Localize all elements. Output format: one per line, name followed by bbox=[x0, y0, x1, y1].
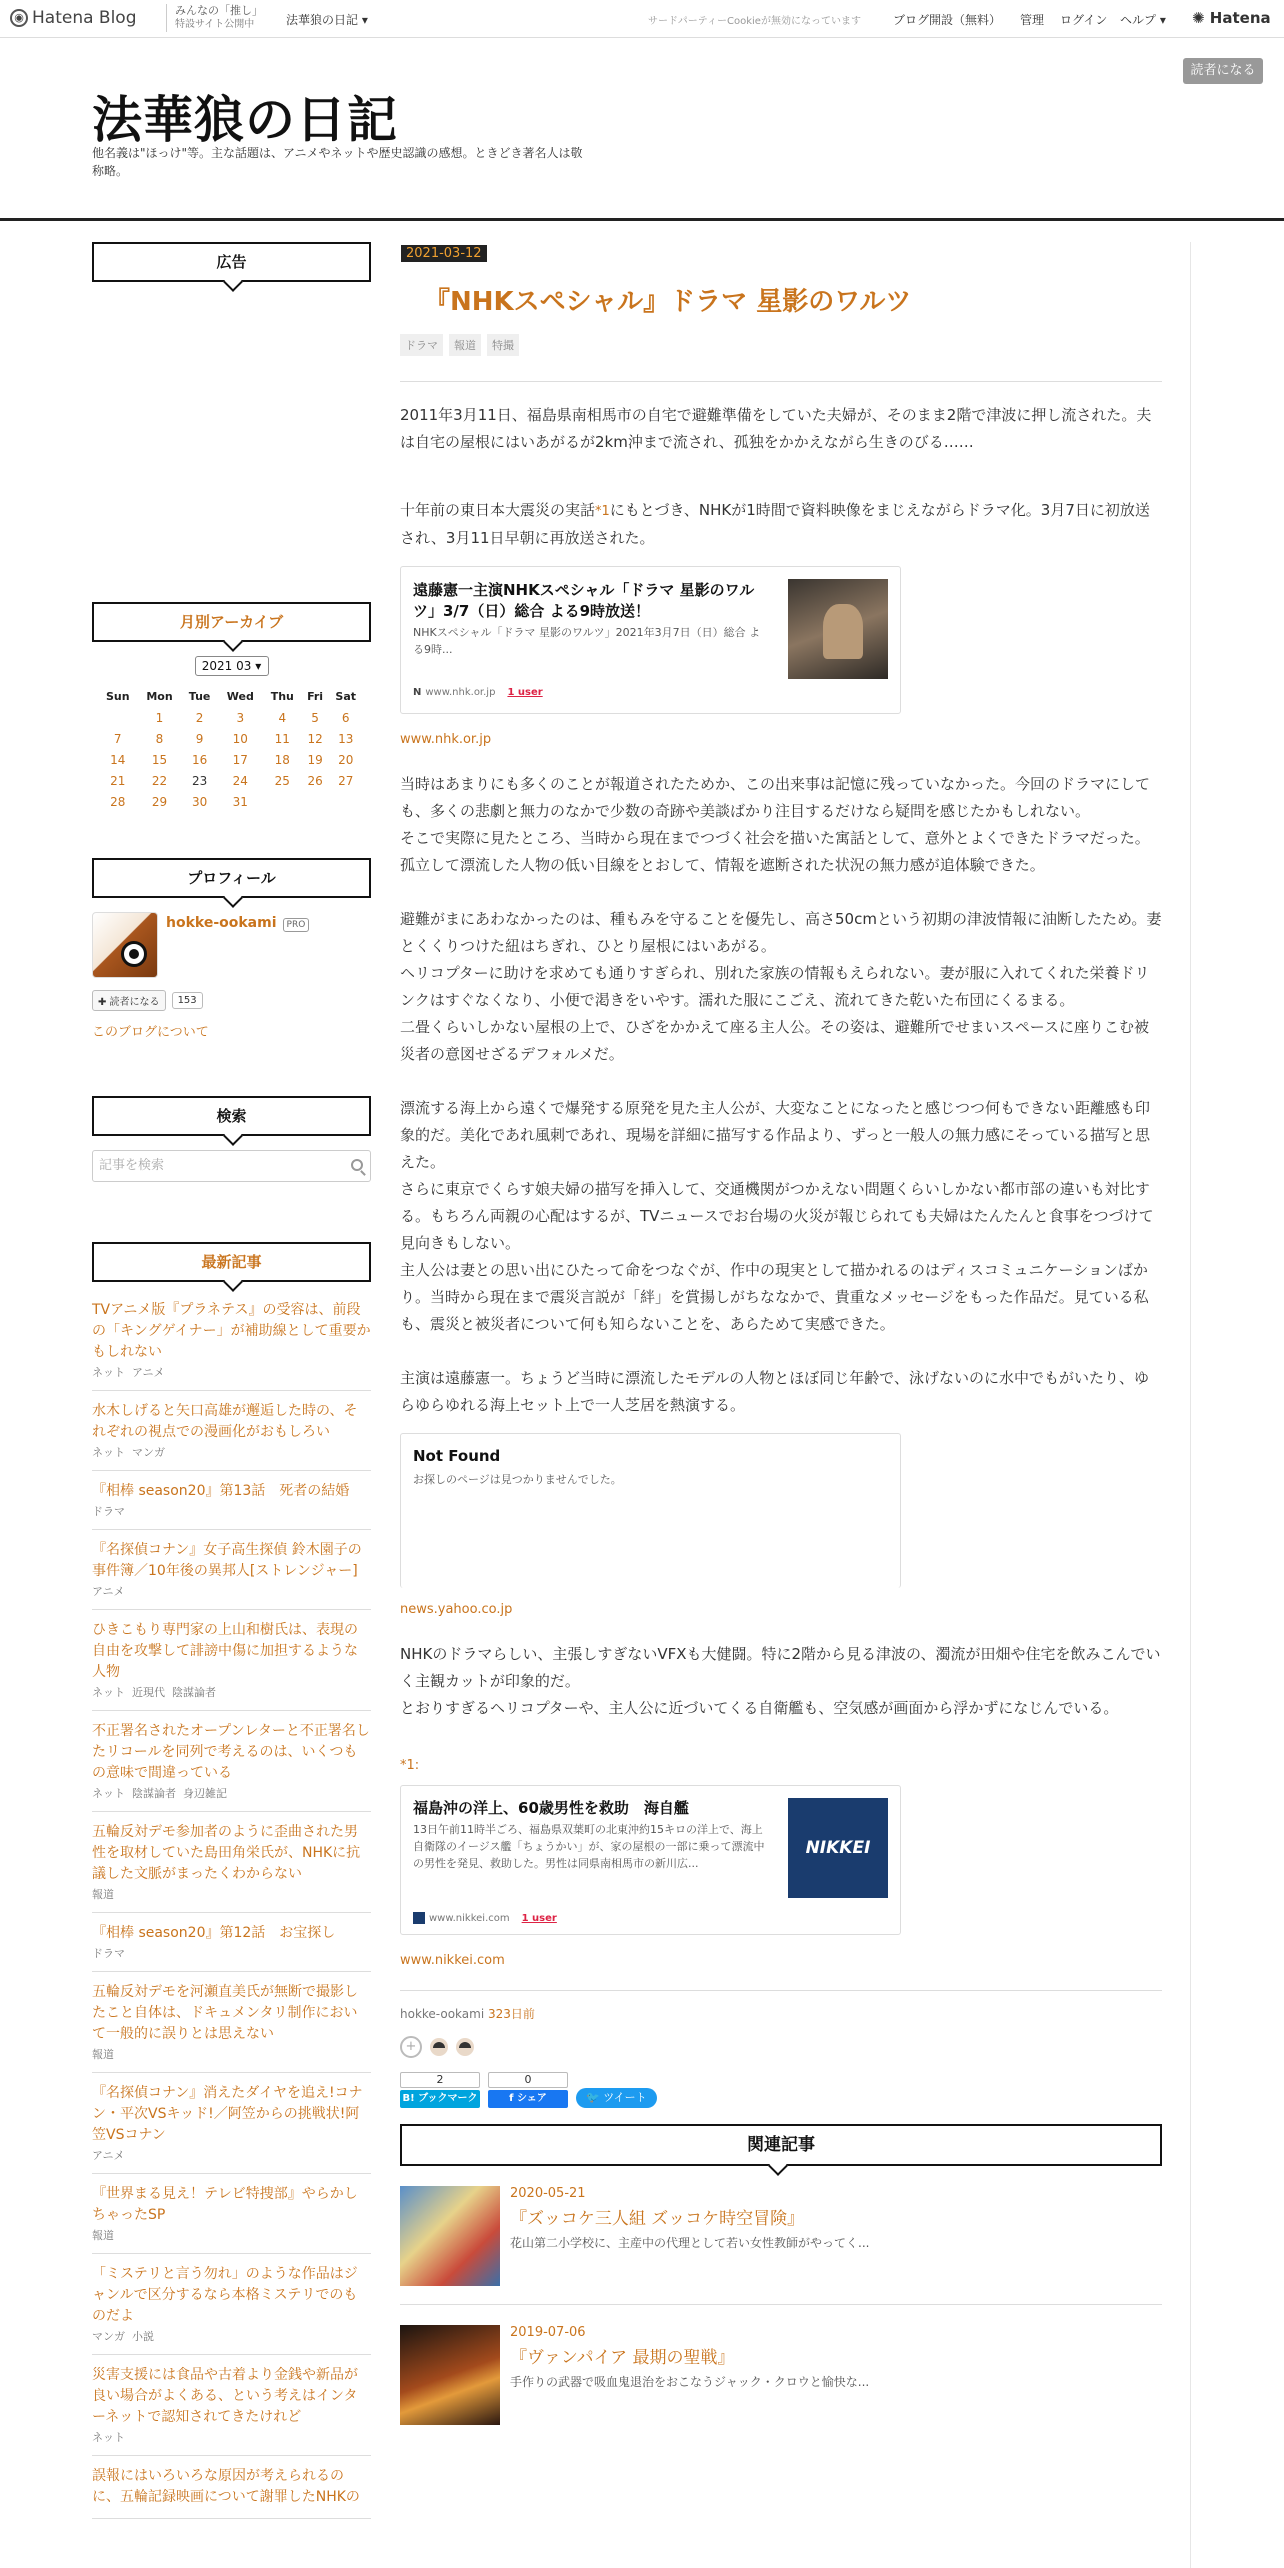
p1-text-after: にもとづき、NHKが1時間で資料映像をまじえながらドラマ化。3月7日に初放送され、3月11日早朝に再放送された。 bbox=[400, 501, 1150, 547]
recent-item-title[interactable]: 『相棒 season20』第13話 死者の結婚 bbox=[92, 1483, 350, 1499]
footnote-label[interactable]: *1: bbox=[400, 1758, 420, 1773]
calendar-day[interactable]: 20 bbox=[338, 752, 354, 767]
nikkei-favicon-icon bbox=[413, 1912, 425, 1924]
facebook-label[interactable]: f シェア bbox=[488, 2090, 568, 2108]
footnote-ref[interactable]: *1 bbox=[595, 504, 610, 519]
recent-item-title[interactable]: TVアニメ版『プラネテス』の受容は、前段の「キングゲイナー」が補助線として重要かもしれない bbox=[92, 1302, 371, 1360]
nikkei-logo[interactable] bbox=[788, 1798, 888, 1898]
article-tag[interactable]: ドラマ bbox=[400, 334, 443, 356]
nav-help[interactable]: ヘルプ ▾ bbox=[1120, 13, 1166, 27]
star-user-avatar-icon[interactable] bbox=[430, 2038, 448, 2056]
category-link[interactable]: 報道 bbox=[92, 1888, 114, 1901]
recent-item-title[interactable]: ひきこもり専門家の上山和樹氏は、表現の自由を攻撃して誹謗中傷に加担するような人物 bbox=[92, 1622, 358, 1680]
embed-footer bbox=[413, 687, 543, 698]
calendar-day[interactable]: 15 bbox=[151, 752, 168, 767]
calendar-week bbox=[98, 728, 363, 749]
hatena-blog-logo[interactable] bbox=[10, 8, 137, 28]
recent-item-title[interactable]: 『世界まる見え！テレビ特捜部』やらかしちゃったSP bbox=[92, 2186, 358, 2223]
recent-item bbox=[92, 2073, 371, 2174]
archive-heading[interactable]: 月別アーカイブ bbox=[92, 602, 371, 642]
recent-item-title[interactable]: 災害支援には食品や古着より金銭や新品が良い場合がよくある、という考えはインターネットで認知されてきたけれど bbox=[92, 2367, 358, 2425]
embed-nikkei-title[interactable]: 福島沖の洋上、60歳男性を救助 海自艦 bbox=[413, 1799, 689, 1817]
divider bbox=[400, 1990, 1162, 1991]
recent-item bbox=[92, 1610, 371, 1711]
related-list bbox=[400, 2166, 1162, 2443]
p6-b: とおりすぎるヘリコプターや、主人公に近づいてくる自衛艦も、空気感が画面から浮かずになじんでいる。 bbox=[400, 1699, 1119, 1717]
category-link[interactable]: マンガ bbox=[132, 1446, 165, 1459]
category-link[interactable]: ネット bbox=[92, 2431, 125, 2444]
calendar-day[interactable]: 31 bbox=[232, 794, 248, 809]
calendar-day-header: Thu bbox=[270, 690, 294, 703]
facebook-count: 0 bbox=[488, 2072, 568, 2088]
embed-summary: NHKスペシャル「ドラマ 星影のワルツ」2021年3月7日（日）総合 よる9時... bbox=[413, 626, 761, 656]
embed-title[interactable]: 遠藤憲一主演NHKスペシャル「ドラマ 星影のワルツ」3/7（日）総合 よる9時放送！ bbox=[413, 581, 755, 620]
p2-b: そこで実際に見たところ、当時から現在までつづく社会を描いた寓話として、意外とよくできたドラマだった。孤立して漂流した人物の低い目線をとおして、情報を遮断された状況の無力感が追体験できた。 bbox=[400, 829, 1150, 874]
profile-heading: プロフィール bbox=[92, 858, 371, 898]
source-link-nhk[interactable]: www.nhk.or.jp bbox=[400, 732, 492, 747]
embed-nikkei-footer bbox=[413, 1912, 557, 1924]
category-link[interactable]: アニメ bbox=[132, 1366, 165, 1379]
oshi-banner[interactable] bbox=[166, 4, 263, 32]
category-link[interactable]: 陰謀論者 bbox=[132, 1787, 176, 1800]
category-link[interactable]: ドラマ bbox=[92, 1505, 125, 1518]
calendar-day[interactable]: 19 bbox=[307, 752, 323, 767]
related-date: 2020-05-21 bbox=[510, 2186, 586, 2201]
calendar-day[interactable]: 14 bbox=[110, 752, 126, 767]
calendar-week bbox=[98, 770, 363, 791]
related-summary: 手作りの武器で吸血鬼退治をおこなうジャック・クロウと愉快な... bbox=[510, 2375, 870, 2389]
article-date[interactable]: 2021-03-12 bbox=[401, 245, 487, 262]
calendar-day[interactable]: 28 bbox=[110, 794, 126, 809]
related-heading: 関連記事 bbox=[400, 2124, 1162, 2166]
calendar-day[interactable]: 5 bbox=[311, 710, 319, 725]
category-link[interactable]: ネット bbox=[92, 1366, 125, 1379]
recent-item-categories bbox=[92, 1445, 371, 1460]
calendar-day[interactable]: 25 bbox=[274, 773, 290, 788]
reader-button[interactable]: 読者になる bbox=[1183, 58, 1263, 84]
add-star-icon[interactable]: + bbox=[400, 2036, 422, 2058]
related-title[interactable]: 『ヴァンパイア 最期の聖戦』 bbox=[510, 2348, 735, 2368]
embed-nikkei-summary: 13日午前11時半ごろ、福島県双葉町の北東沖約15キロの洋上で、海上自衛隊のイージス艦「ちょうかい」が、家の屋根の一部に乗って漂流中の男性を発見、救助した。男性は同県南相馬市の新川広... bbox=[413, 1823, 765, 1870]
embed-nikkei-domain: www.nikkei.com bbox=[429, 1912, 510, 1924]
calendar-week bbox=[98, 707, 363, 728]
calendar-day[interactable]: 10 bbox=[232, 731, 248, 746]
article-tag[interactable]: 特撮 bbox=[487, 334, 519, 356]
calendar-day bbox=[98, 707, 137, 728]
about-blog-link[interactable]: このブログについて bbox=[92, 1025, 209, 1040]
reader-count[interactable]: 153 bbox=[172, 992, 203, 1009]
blog-menu[interactable]: 法華狼の日記 ▾ bbox=[286, 13, 368, 27]
category-link[interactable]: 身辺雑記 bbox=[183, 1787, 227, 1800]
reader-widget bbox=[92, 990, 203, 1011]
category-link[interactable]: アニメ bbox=[92, 1585, 125, 1598]
blog-description: 他名義は"ほっけ"等。主な話題は、アニメやネットや歴史認識の感想。ときどき著名人は敬称略。 bbox=[92, 146, 583, 178]
p3-b: ヘリコプターに助けを求めても通りすぎられ、別れた家族の情報もえられない。妻が服に入れてくれた栄養ドリンクはすぐなくなり、小便で渇きをいやす。濡れた服にこごえ、流れてきた乾いた布団にくるまる。 bbox=[400, 964, 1150, 1009]
global-header bbox=[0, 0, 1284, 38]
calendar-day bbox=[263, 791, 302, 812]
embed-users[interactable]: 1 user bbox=[507, 687, 543, 698]
paragraph-2 bbox=[400, 771, 1162, 879]
recent-item-categories bbox=[92, 2047, 371, 2062]
hatena-blog-logo-text: Hatena Blog bbox=[32, 8, 137, 28]
tweet-button[interactable] bbox=[576, 2088, 657, 2108]
search-placeholder: 記事を検索 bbox=[99, 1158, 165, 1173]
blog-title[interactable]: 法華狼の日記 bbox=[92, 91, 398, 149]
calendar-day[interactable]: 13 bbox=[338, 731, 354, 746]
category-link[interactable]: 報道 bbox=[92, 2048, 114, 2061]
recent-item-categories bbox=[92, 1946, 371, 1961]
calendar-day[interactable]: 24 bbox=[232, 773, 248, 788]
paragraph-4 bbox=[400, 1095, 1162, 1338]
recent-item-title[interactable]: 五輪反対デモを河瀬直美氏が無断で撮影したこと自体は、ドキュメンタリ制作において一般的に誤りとは思えない bbox=[92, 1984, 358, 2042]
calendar-day[interactable]: 9 bbox=[195, 731, 204, 746]
calendar-day bbox=[328, 791, 363, 812]
paragraph-5: 主演は遠藤憲一。ちょうど当時に漂流したモデルの人物とほぼ同じ年齢で、泳げないのに水中でもがいたり、ゆらゆらゆれる海上セット上で一人芝居を熱演する。 bbox=[400, 1369, 1149, 1414]
oshi-line1: みんなの「推し」 bbox=[175, 4, 263, 17]
intro-paragraph: 2011年3月11日、福島県南相馬市の自宅で避難準備をしていた夫婦が、そのまま2階で津波に押し流された。夫は自宅の屋根にはいあがるが2km沖まで流され、孤独をかかえながら生きのびる…… bbox=[400, 406, 1152, 451]
embed-notfound-title[interactable]: Not Found bbox=[413, 1447, 501, 1465]
related-summary: 花山第二小学校に、主産中の代理として若い女性教師がやってく... bbox=[510, 2236, 870, 2250]
search-input[interactable] bbox=[92, 1150, 371, 1182]
article-tag[interactable]: 報道 bbox=[449, 334, 481, 356]
category-link[interactable]: ネット bbox=[92, 1446, 125, 1459]
article bbox=[400, 242, 1162, 2443]
recent-item bbox=[92, 2254, 371, 2355]
paragraph-6 bbox=[400, 1641, 1162, 1722]
article-tags bbox=[400, 334, 1162, 356]
recent-item bbox=[92, 1812, 371, 1913]
calendar-day bbox=[302, 791, 329, 812]
recent-item-categories bbox=[92, 2148, 371, 2163]
calendar-day[interactable]: 27 bbox=[338, 773, 354, 788]
calendar-day-header: Tue bbox=[188, 690, 211, 703]
embed-domain: www.nhk.or.jp bbox=[425, 687, 496, 698]
calendar-day[interactable]: 6 bbox=[341, 710, 350, 725]
bookmark-label[interactable]: B! ブックマーク bbox=[400, 2090, 480, 2108]
recent-item-categories bbox=[92, 2228, 371, 2243]
calendar-day[interactable]: 1 bbox=[155, 710, 164, 725]
recent-item bbox=[92, 2456, 371, 2519]
tweet-label: ツイート bbox=[603, 2091, 647, 2104]
source-link-nikkei[interactable]: www.nikkei.com bbox=[400, 1953, 505, 1968]
recent-item-title[interactable]: 『名探偵コナン』女子高生探偵 鈴木園子の事件簿／10年後の異邦人[ストレンジャー] bbox=[92, 1542, 362, 1579]
calendar-day[interactable]: 23 bbox=[191, 773, 208, 788]
thumbnail-figure-icon bbox=[823, 604, 863, 659]
p3-c: 二畳くらいしかない屋根の上で、ひざをかかえて座る主人公。その姿は、避難所でせまいスペースに座りこむ被災者の意図せざるデフォルメだ。 bbox=[400, 1018, 1149, 1063]
recent-item-title[interactable]: 「ミステリと言う勿れ」のような作品はジャンルで区分するなら本格ミステリでのものだよ bbox=[92, 2266, 358, 2324]
facebook-share-button[interactable] bbox=[488, 2072, 568, 2108]
calendar-day[interactable]: 16 bbox=[191, 752, 208, 767]
embed-thumbnail[interactable] bbox=[788, 579, 888, 679]
category-link[interactable]: ネット bbox=[92, 1787, 125, 1800]
profile-name[interactable]: hokke-ookami bbox=[166, 915, 277, 931]
hatena-logo-text: Hatena bbox=[1209, 9, 1271, 27]
sidebar bbox=[92, 242, 371, 2519]
oshi-line2: 特設サイト公開中 bbox=[175, 19, 255, 30]
p4-b: さらに東京でくらす娘夫婦の描写を挿入して、交通機関がつかえない問題くらいしかない都市部の違いも対比する。もちろん両親の心配はするが、TVニュースでお台場の火災が報じられても夫婦はたんたんと食事をつづけて見向きもしない。 bbox=[400, 1180, 1154, 1252]
search-icon[interactable] bbox=[351, 1159, 363, 1171]
hatena-bookmark-button[interactable] bbox=[400, 2072, 480, 2108]
embed-nikkei-users[interactable]: 1 user bbox=[521, 1912, 557, 1924]
avatar-eye-icon bbox=[121, 941, 147, 967]
calendar-day[interactable]: 22 bbox=[151, 773, 168, 788]
category-link[interactable]: 報道 bbox=[92, 2229, 114, 2242]
p4-a: 漂流する海上から遠くで爆発する原発を見た主人公が、大変なことになったと感じつつ何もできない距離感も印象的だ。美化であれ風刺であれ、現場を詳細に描写する作品より、ずっと一般人の無力感にそっている描写と思えた。 bbox=[400, 1099, 1151, 1171]
embed-card-yahoo[interactable] bbox=[400, 1433, 901, 1588]
calendar-week bbox=[98, 749, 363, 770]
related-thumbnail[interactable] bbox=[400, 2325, 500, 2425]
category-link[interactable]: 陰謀論者 bbox=[172, 1686, 216, 1699]
recent-item-categories bbox=[92, 1365, 371, 1380]
recent-item-title[interactable]: 『相棒 season20』第12話 お宝探し bbox=[92, 1925, 336, 1941]
calendar-day-header: Sun bbox=[105, 690, 130, 703]
paragraph-1 bbox=[400, 497, 1162, 552]
star-user-avatar-icon[interactable] bbox=[456, 2038, 474, 2056]
p3-a: 避難がまにあわなかったのは、種もみを守ることを優先し、高さ50cmという初期の津波情報に油断したため。妻とくくりつけた紐はちぎれ、ひとり屋根にはいあがる。 bbox=[400, 910, 1162, 955]
recent-item-categories bbox=[92, 1887, 371, 1902]
recent-item bbox=[92, 1913, 371, 1972]
recent-item bbox=[92, 1471, 371, 1530]
ad-heading: 広告 bbox=[92, 242, 371, 282]
signature-author[interactable]: hokke-ookami bbox=[400, 2007, 485, 2021]
calendar-day[interactable]: 18 bbox=[274, 752, 290, 767]
calendar-day[interactable]: 12 bbox=[307, 731, 323, 746]
recent-item bbox=[92, 1711, 371, 1812]
calendar-day[interactable]: 21 bbox=[110, 773, 126, 788]
source-link-yahoo[interactable]: news.yahoo.co.jp bbox=[400, 1602, 513, 1617]
paragraph-3 bbox=[400, 906, 1162, 1068]
article-signature bbox=[400, 2005, 1162, 2022]
calendar-day[interactable]: 2 bbox=[195, 710, 204, 725]
related-text bbox=[510, 2186, 869, 2286]
recent-item bbox=[92, 1391, 371, 1471]
nav-login[interactable]: ログイン bbox=[1060, 13, 1108, 27]
calendar-day[interactable]: 11 bbox=[274, 731, 290, 746]
content-divider bbox=[1190, 242, 1191, 2568]
archive-select[interactable]: 2021 03 ▾ bbox=[195, 656, 269, 676]
article-title[interactable]: 『NHKスペシャル』ドラマ 星影のワルツ bbox=[424, 287, 912, 317]
recent-item-title[interactable]: 不正署名されたオープンレターと不正署名したリコールを同列で考えるのは、いくつもの意味で間違っている bbox=[92, 1723, 370, 1781]
recent-item bbox=[92, 2355, 371, 2456]
recent-item-categories bbox=[92, 1504, 371, 1519]
recent-item-categories bbox=[92, 2430, 371, 2445]
archive-select-value: 2021 03 bbox=[201, 659, 252, 673]
recent-item-title[interactable]: 誤報にはいろいろな原因が考えられるのに、五輪記録映画について謝罪したNHKの bbox=[92, 2468, 360, 2505]
recent-item-categories bbox=[92, 1685, 371, 1700]
category-link[interactable]: マンガ bbox=[92, 2330, 125, 2343]
recent-heading[interactable]: 最新記事 bbox=[92, 1242, 371, 1282]
footnote-section bbox=[400, 1754, 1162, 1773]
divider bbox=[400, 381, 1162, 382]
archive-calendar bbox=[98, 686, 363, 812]
category-link[interactable]: 近現代 bbox=[132, 1686, 165, 1699]
recent-item-title[interactable]: 『名探偵コナン』消えたダイヤを追え!コナン・平次VSキッド!／阿笠からの挑戦状!阿笠VSコナン bbox=[92, 2085, 363, 2143]
signature-permalink[interactable]: 323日前 bbox=[487, 2007, 535, 2021]
calendar-day-header: Mon bbox=[146, 690, 173, 703]
calendar-day[interactable]: 26 bbox=[307, 773, 323, 788]
related-title[interactable]: 『ズッコケ三人組 ズッコケ時空冒険』 bbox=[510, 2209, 805, 2229]
recent-list bbox=[92, 1296, 371, 2519]
recent-item-title[interactable]: 五輪反対デモ参加者のように歪曲された男性を取材していた島田角栄氏が、NHKに抗議した文脈がまったくわからない bbox=[92, 1824, 361, 1882]
calendar-day-header: Wed bbox=[226, 690, 254, 703]
calendar-day[interactable]: 17 bbox=[232, 752, 248, 767]
profile-block bbox=[92, 912, 371, 978]
recent-item bbox=[92, 2174, 371, 2254]
p2-a: 当時はあまりにも多くのことが報道されたためか、この出来事は記憶に残っていなかった。今回のドラマにしても、多くの悲劇と無力のなかで少数の奇跡や美談ばかり注目するだけなら疑問を感じたかもしれない。 bbox=[400, 775, 1151, 820]
search-heading: 検索 bbox=[92, 1096, 371, 1136]
nav-create-blog[interactable]: ブログ開設（無料） bbox=[893, 13, 1002, 27]
recent-item-categories bbox=[92, 2329, 371, 2344]
category-link[interactable]: アニメ bbox=[92, 2149, 125, 2162]
related-thumbnail[interactable] bbox=[400, 2186, 500, 2286]
calendar-week bbox=[98, 791, 363, 812]
recent-item-title[interactable]: 水木しげると矢口高雄が邂逅した時の、それぞれの視点での漫画化がおもしろい bbox=[92, 1403, 358, 1440]
recent-item bbox=[92, 1972, 371, 2073]
recent-item-categories bbox=[92, 1786, 371, 1801]
calendar-day[interactable]: 8 bbox=[155, 731, 164, 746]
reader-small-button[interactable]: ✚ 読者になる bbox=[92, 990, 166, 1011]
bookmark-count[interactable]: 2 bbox=[400, 2072, 480, 2088]
p6-a: NHKのドラマらしい、主張しすぎないVFXも大健闘。特に2階から見る津波の、濁流が田畑や住宅を飲みこんでいく主観カットが印象的だ。 bbox=[400, 1645, 1161, 1690]
calendar-day-header: Fri bbox=[307, 690, 324, 703]
pro-badge: PRO bbox=[283, 918, 310, 932]
embed-notfound-summary: お探しのページは見つかりませんでした。 bbox=[413, 1473, 622, 1486]
recent-item bbox=[92, 1296, 371, 1391]
p4-c: 主人公は妻との思い出にひたって命をつなぐが、作中の現実として描かれるのはディスコミュニケーションばかり。当時から現在まで震災言説が「絆」を賞揚しがちななかで、貴重なメッセージをもった作品だ。見ている私も、震災と被災者について何も知らないことを、あらためて実感できた。 bbox=[400, 1261, 1149, 1333]
hatena-logo[interactable]: ✺ Hatena bbox=[1192, 9, 1271, 27]
calendar-day[interactable]: 29 bbox=[151, 794, 168, 809]
hatena-circle-icon: ◉ bbox=[10, 9, 28, 27]
nhk-favicon-icon: N bbox=[413, 687, 422, 698]
calendar-day[interactable]: 30 bbox=[191, 794, 208, 809]
nikkei-logo-text: NIKKEI bbox=[805, 1838, 871, 1858]
recent-item-categories bbox=[92, 1584, 371, 1599]
embed-card-nhk[interactable] bbox=[400, 566, 901, 714]
embed-card-nikkei[interactable] bbox=[400, 1785, 901, 1935]
calendar-day[interactable]: 4 bbox=[278, 710, 287, 725]
p1-text-before: 十年前の東日本大震災の実話 bbox=[400, 501, 596, 519]
calendar-day[interactable]: 3 bbox=[236, 710, 245, 725]
recent-item bbox=[92, 1530, 371, 1610]
category-link[interactable]: ネット bbox=[92, 1686, 125, 1699]
cookie-notice[interactable]: サードパーティーCookieが無効になっています bbox=[648, 16, 861, 27]
avatar[interactable] bbox=[92, 912, 158, 978]
category-link[interactable]: ドラマ bbox=[92, 1947, 125, 1960]
star-row bbox=[400, 2036, 1162, 2058]
calendar-day-header: Sat bbox=[335, 690, 357, 703]
related-text bbox=[510, 2325, 869, 2425]
related-date: 2019-07-06 bbox=[510, 2325, 586, 2340]
twitter-bird-icon: 🐦 bbox=[586, 2091, 604, 2104]
related-item[interactable] bbox=[400, 2166, 1162, 2305]
calendar-day[interactable]: 7 bbox=[113, 731, 122, 746]
category-link[interactable]: 小説 bbox=[132, 2330, 154, 2343]
blog-header bbox=[0, 38, 1284, 221]
share-buttons bbox=[400, 2072, 1162, 2108]
related-item[interactable] bbox=[400, 2305, 1162, 2443]
nav-admin[interactable]: 管理 bbox=[1020, 13, 1045, 27]
ad-space bbox=[92, 282, 371, 602]
